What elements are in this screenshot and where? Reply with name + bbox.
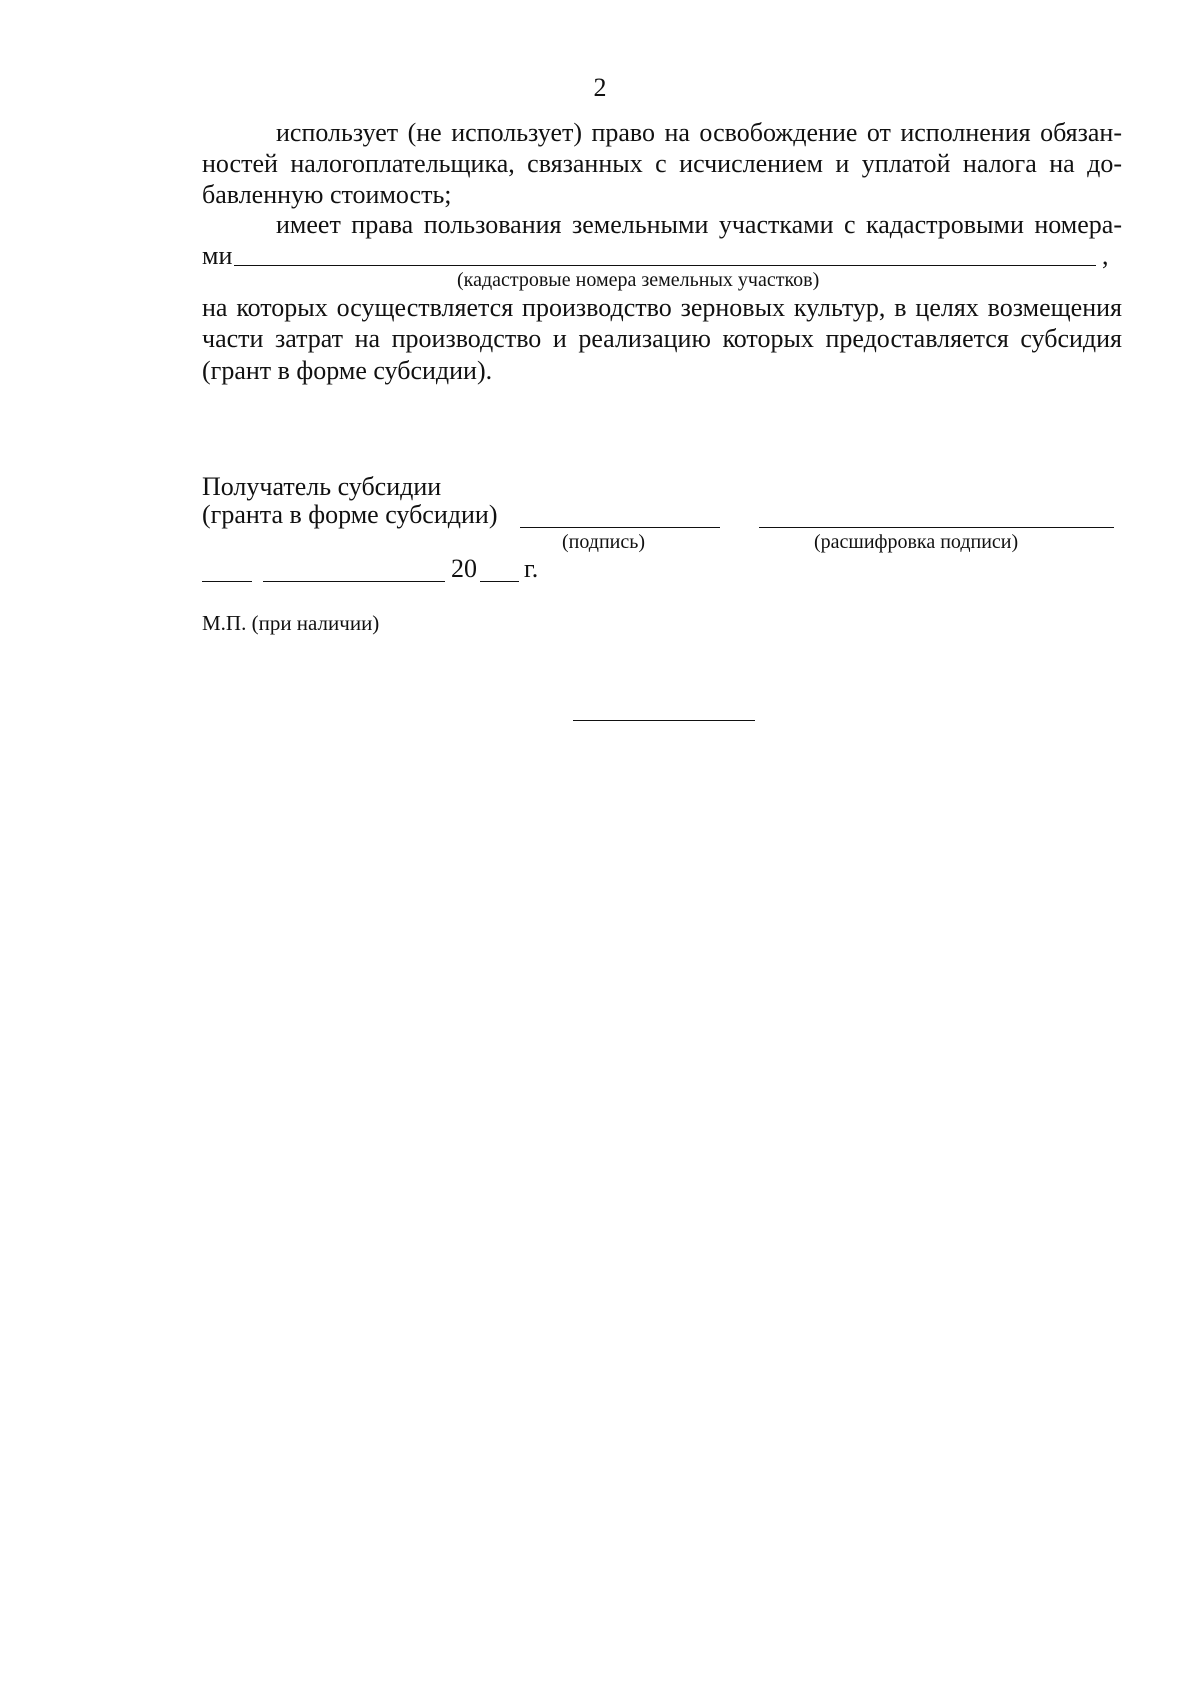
signature-caption: (подпись): [562, 531, 646, 553]
date-day-field-line[interactable]: [202, 581, 252, 582]
paragraph-2-line-2-prefix: ми: [202, 241, 233, 270]
date-year-suffix: г.: [524, 554, 539, 583]
paragraph-2-line-5: (грант в форме субсидии).: [202, 356, 493, 385]
date-month-field-line[interactable]: [263, 581, 445, 582]
paragraph-1-line-3: бавленную стоимость;: [202, 180, 452, 209]
date-year-prefix: 20: [451, 554, 477, 583]
recipient-label-line-2: (гранта в форме субсидии): [202, 500, 498, 529]
signature-decoding-field-line[interactable]: [759, 527, 1114, 528]
paragraph-2-line-1: имеет права пользования земельными участками с кадастровыми номера-: [276, 210, 1122, 239]
paragraph-1-line-2: ностей налогоплательщика, связанных с исчислением и уплатой налога на до-: [202, 149, 1122, 178]
page-number: 2: [593, 73, 607, 102]
paragraph-2-line-3: на которых осуществляется производство зерновых культур, в целях возмещения: [202, 293, 1122, 322]
paragraph-2-line-4: части затрат на производство и реализацию которых предоставляется субсидия: [202, 324, 1122, 353]
cadastral-field-caption: (кадастровые номера земельных участков): [457, 269, 820, 291]
stamp-label: М.П. (при наличии): [202, 611, 380, 635]
recipient-label-line-1: Получатель субсидии: [202, 472, 442, 501]
paragraph-2-line-2-suffix: ,: [1102, 241, 1109, 270]
date-year-field-line[interactable]: [480, 581, 519, 582]
cadastral-numbers-field-line[interactable]: [234, 265, 1096, 266]
end-of-document-separator: [573, 720, 755, 721]
signature-decoding-caption: (расшифровка подписи): [814, 531, 1019, 553]
signature-field-line[interactable]: [520, 527, 720, 528]
paragraph-1-line-1: использует (не использует) право на освобождение от исполнения обязан-: [276, 118, 1122, 147]
